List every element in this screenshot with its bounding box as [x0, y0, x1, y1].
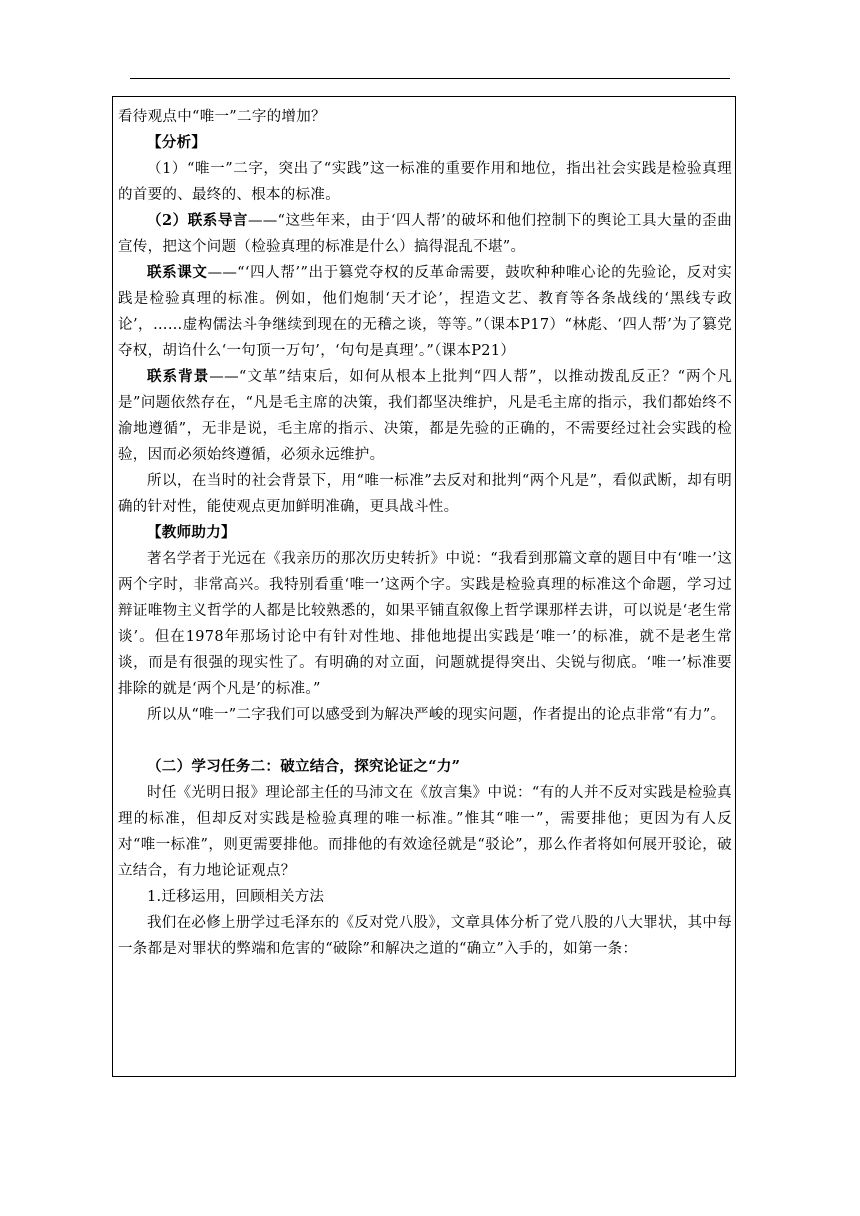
label-intro-link: （2）联系导言 [147, 212, 248, 229]
paragraph-task-two-intro: 时任《光明日报》理论部主任的马沛文在《放言集》中说：“有的人并不反对实践是检验真理的标准，但却反对实践是检验真理的唯一标准。”惟其“唯一”，需要排他；更因为有人反对“唯一标准”，则更需要排他。而排他的有效途径就是“驳论”，那么作者将如何展开驳论，破立结合，有力地论证观点？ [118, 785, 732, 879]
paragraph-method: 我们在必修上册学过毛泽东的《反对党八股》，文章具体分析了党八股的八大罪状，其中每一条都是对罪状的弊端和危害的“破除”和解决之道的“确立”入手的，如第一条： [118, 915, 732, 957]
heading-teacher-help: 【教师助力】 [147, 524, 236, 541]
subheading-method: 1.迁移运用，回顾相关方法 [147, 889, 325, 905]
label-background-link: 联系背景 [147, 368, 210, 385]
paragraph-analysis-1: （1）“唯一”二字，突出了“实践”这一标准的重要作用和地位，指出社会实践是检验真理的首要的、最终的、根本的标准。 [118, 161, 732, 203]
paragraph-question: 看待观点中“唯一”二字的增加？ [118, 109, 326, 125]
spacer [118, 728, 732, 754]
header-rule [130, 78, 730, 79]
paragraph-quote-yu: 著名学者于光远在《我亲历的那次历史转折》中说：“我看到那篇文章的题目中有‘唯一’这两个字时，非常高兴。我特别看重‘唯一’这两个字。实践是检验真理的标准这个命题，学习过辩证唯物主义哲学的人都是比较熟悉的，如果平铺直叙像上哲学课那样去讲，可以说是‘老生常谈’。但在1978年那场讨论中有针对性地、排他地提出实践是‘唯一’的标准，就不是老生常谈，而是有很强的现实性了。有明确的对立面，问题就提得突出、尖锐与彻底。‘唯一’标准要排除的就是‘两个凡是’的标准。” [118, 551, 732, 697]
paragraph-conclusion: 所以，在当时的社会背景下，用“唯一标准”去反对和批判“两个凡是”，看似武断，却有明确的针对性，能使观点更加鲜明准确，更具战斗性。 [118, 473, 732, 515]
paragraph-background-link: 联系背景——“文革”结束后，如何从根本上批判“四人帮”，以推动拨乱反正？“两个凡是”问题依然存在，“凡是毛主席的决策，我们都坚决维护，凡是毛主席的指示，我们都始终不渝地遵循”，无非是说，毛主席的指示、决策，都是先验的正确的，不需要经过社会实践的检验，因而必须始终遵循，必须永远维护。 [118, 368, 732, 463]
paragraph-summary: 所以从“唯一”二字我们可以感受到为解决严峻的现实问题，作者提出的论点非常“有力”。 [147, 707, 726, 723]
paragraph-text-link: 联系课文——“‘四人帮’”出于篡党夺权的反革命需要，鼓吹种种唯心论的先验论，反对实践是检验真理的标准。例如，他们炮制‘天才论’，捏造文艺、教育等各条战线的‘黑线专政论’，……虚构儒法斗争继续到现在的无稽之谈，等等。”（课本P17）“林彪、‘四人帮’为了篡党夺权，胡诌什么‘一句顶一万句’，‘句句是真理’。”（课本P21） [118, 264, 733, 359]
heading-analysis: 【分析】 [147, 134, 207, 151]
paragraph-analysis-2: （2）联系导言——“这些年来，由于‘四人帮’的破坏和他们控制下的舆论工具大量的歪曲宣传，把这个问题（检验真理的标准是什么）搞得混乱不堪”。 [118, 212, 732, 255]
document-body [118, 104, 732, 962]
heading-task-two: （二）学习任务二：破立结合，探究论证之“力” [147, 758, 461, 775]
label-text-link: 联系课文 [147, 264, 208, 281]
